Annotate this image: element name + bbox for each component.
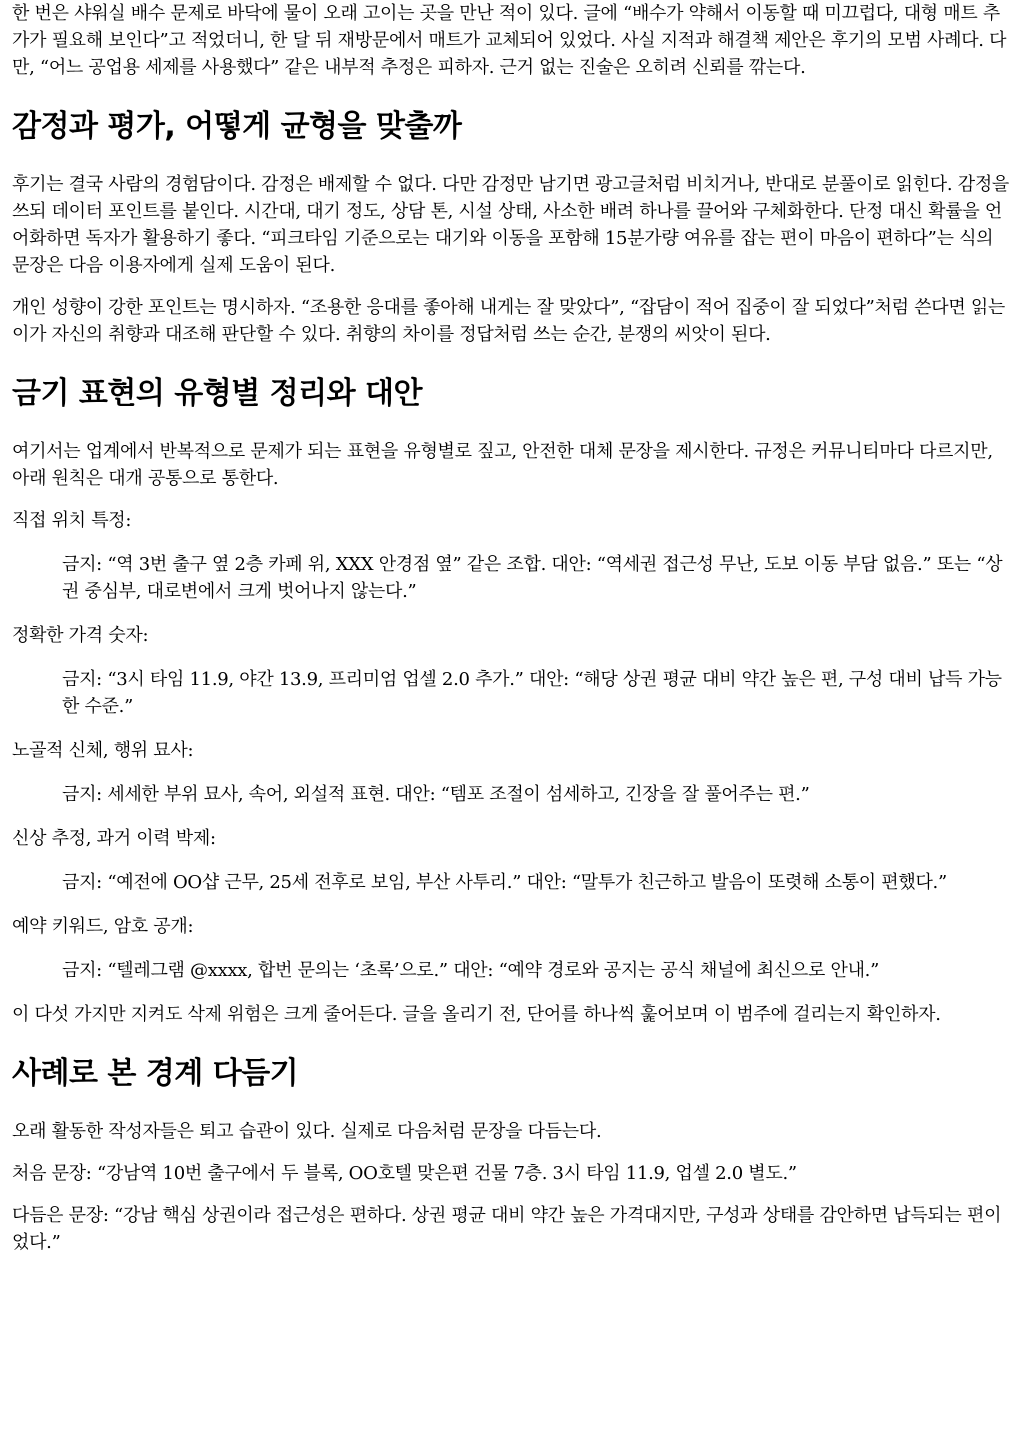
section-heading-cases: 사례로 본 경계 다듬기 (12, 1056, 299, 1091)
paragraph: 여기서는 업계에서 반복적으로 문제가 되는 표현을 유형별로 짚고, 안전한 대체 문장을 제시한다. 규정은 커뮤니티마다 다르지만, 아래 원칙은 대개 공통으로 통한다. (12, 441, 993, 489)
taboo-example-text: 금지: “3시 타임 11.9, 야간 13.9, 프리미엄 업셀 2.0 추가.” 대안: “해당 상권 평균 대비 약간 높은 편, 구성 대비 납득 가능한 수준.” (62, 669, 1002, 717)
taboo-example-block (62, 781, 1011, 808)
taboo-example-block (62, 666, 1011, 720)
taboo-example-block (62, 551, 1011, 605)
taboo-example-block (62, 957, 1011, 984)
paragraph: 처음 문장: “강남역 10번 출구에서 두 블록, OO호텔 맞은편 건물 7층. 3시 타임 11.9, 업셀 2.0 별도.” (12, 1163, 797, 1184)
taboo-example-text: 금지: 세세한 부위 묘사, 속어, 외설적 표현. 대안: “템포 조절이 섬세하고, 긴장을 잘 풀어주는 편.” (62, 784, 810, 805)
intro-paragraph: 한 번은 샤워실 배수 문제로 바닥에 물이 오래 고이는 곳을 만난 적이 있다. 글에 “배수가 약해서 이동할 때 미끄럽다, 대형 매트 추가가 필요해 보인다”고 적었더니, 한 달 뒤 재방문에서 매트가 교체되어 있었다. 사실 지적과 해결책 제안은 후기의 모범 사례다. 다만, “어느 공업용 세제를 사용했다” 같은 내부적 추정은 피하자. 근거 없는 진술은 오히려 신뢰를 깎는다. (12, 3, 1007, 78)
paragraph: 다듬은 문장: “강남 핵심 상권이라 접근성은 편하다. 상권 평균 대비 약간 높은 가격대지만, 구성과 상태를 감안하면 납득되는 편이었다.” (12, 1205, 1002, 1253)
paragraph: 후기는 결국 사람의 경험담이다. 감정은 배제할 수 없다. 다만 감정만 남기면 광고글처럼 비치거나, 반대로 분풀이로 읽힌다. 감정을 쓰되 데이터 포인트를 붙인다. 시간대, 대기 정도, 상담 톤, 시설 상태, 사소한 배려 하나를 끌어와 구체화한다. 단정 대신 확률을 언어화하면 독자가 활용하기 좋다. “피크타임 기준으로는 대기와 이동을 포함해 15분가량 여유를 잡는 편이 마음이 편하다”는 식의 문장은 다음 이용자에게 실제 도움이 된다. (12, 174, 1010, 276)
paragraph: 오래 활동한 작성자들은 퇴고 습관이 있다. 실제로 다음처럼 문장을 다듬는다. (12, 1121, 602, 1142)
taboo-example-text: 금지: “텔레그램 @xxxx, 합번 문의는 ‘초록’으로.” 대안: “예약 경로와 공지는 공식 채널에 최신으로 안내.” (62, 960, 879, 981)
paragraph: 이 다섯 가지만 지켜도 삭제 위험은 크게 줄어든다. 글을 올리기 전, 단어를 하나씩 훑어보며 이 범주에 걸리는지 확인하자. (12, 1004, 941, 1025)
section-heading-taboo: 금기 표현의 유형별 정리와 대안 (12, 376, 423, 411)
taboo-type-label: 예약 키워드, 암호 공개: (12, 916, 194, 937)
taboo-type-label: 정확한 가격 숫자: (12, 625, 149, 646)
section-heading-balance: 감정과 평가, 어떻게 균형을 맞출까 (12, 109, 462, 144)
taboo-type-label: 직접 위치 특정: (12, 510, 132, 531)
taboo-type-label: 신상 추정, 과거 이력 박제: (12, 828, 216, 849)
paragraph: 개인 성향이 강한 포인트는 명시하자. “조용한 응대를 좋아해 내게는 잘 맞았다”, “잡담이 적어 집중이 잘 되었다”처럼 쓴다면 읽는 이가 자신의 취향과 대조해 판단할 수 있다. 취향의 차이를 정답처럼 쓰는 순간, 분쟁의 씨앗이 된다. (12, 297, 1006, 345)
taboo-example-text: 금지: “역 3번 출구 옆 2층 카페 위, XXX 안경점 옆” 같은 조합. 대안: “역세권 접근성 무난, 도보 이동 부담 없음.” 또는 “상권 중심부, 대로변에서 크게 벗어나지 않는다.” (62, 554, 1003, 602)
taboo-example-text: 금지: “예전에 OO샵 근무, 25세 전후로 보임, 부산 사투리.” 대안: “말투가 친근하고 발음이 또렷해 소통이 편했다.” (62, 872, 947, 893)
taboo-type-label: 노골적 신체, 행위 묘사: (12, 740, 194, 761)
taboo-example-block (62, 869, 1011, 896)
